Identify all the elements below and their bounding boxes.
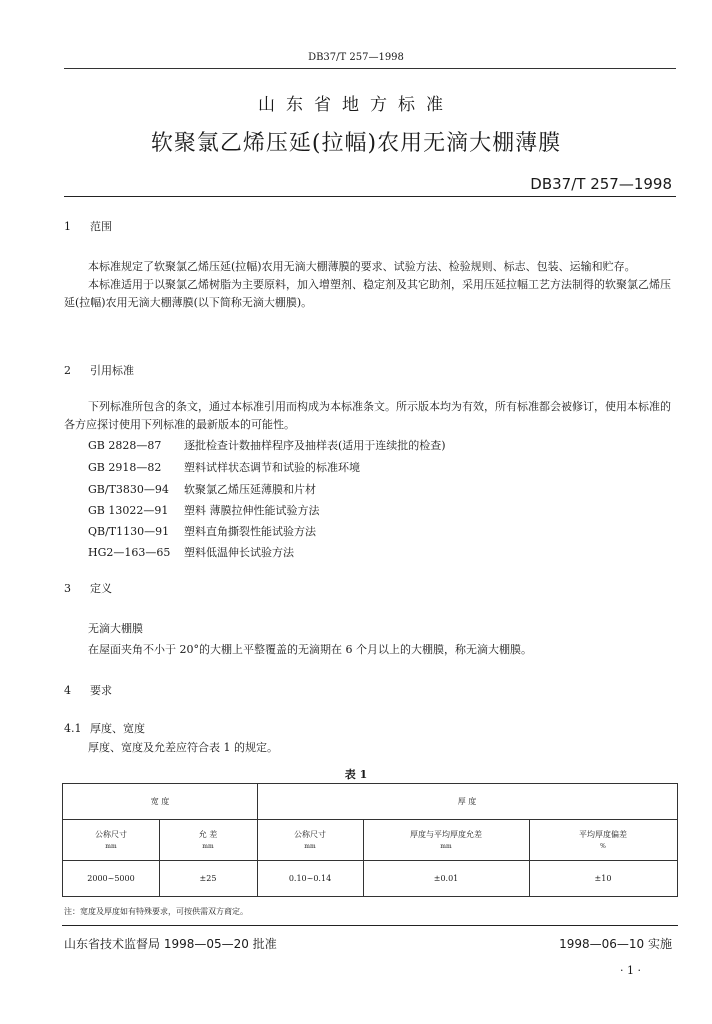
header-rule — [64, 68, 676, 69]
reference-code: GB/T3830—94 — [88, 483, 169, 496]
definition-text: 在屋面夹角不小于 20°的大棚上平整覆盖的无滴期在 6 个月以上的大棚膜，称无滴大棚膜。 — [88, 643, 532, 656]
section-number: 4.1 — [64, 722, 82, 735]
section-number: 4 — [64, 684, 71, 697]
page-number: · 1 · — [620, 964, 641, 977]
header-label: 公称尺寸 — [294, 830, 326, 839]
table-note: 注：宽度及厚度如有特殊要求，可按供需双方商定。 — [64, 907, 248, 916]
header-unit: % — [600, 843, 606, 850]
table-cell: 2000~5000 — [87, 873, 135, 883]
title-rule — [64, 196, 676, 197]
table-group-width: 宽 度 — [150, 797, 170, 806]
scope-text — [64, 258, 676, 312]
section-title: 范围 — [90, 220, 112, 233]
reference-code: HG2—163—65 — [88, 546, 171, 559]
table-title: 表 1 — [344, 768, 368, 781]
table-group-thickness: 厚 度 — [457, 797, 477, 806]
section-number: 3 — [64, 582, 71, 595]
standard-title: 软聚氯乙烯压延(拉幅)农用无滴大棚薄膜 — [150, 131, 562, 156]
section-title: 定义 — [90, 582, 112, 595]
header-code: DB37/T 257—1998 — [308, 52, 404, 63]
scope-paragraph-1: 本标准规定了软聚氯乙烯压延(拉幅)农用无滴大棚薄膜的要求、试验方法、检验规则、标志、包装、运输和贮存。 — [88, 260, 636, 273]
reference-code: GB 13022—91 — [88, 504, 169, 517]
requirement-text: 厚度、宽度及允差应符合表 1 的规定。 — [88, 741, 278, 754]
reference-code: QB/T1130—91 — [88, 525, 170, 538]
section-4-1-heading — [64, 720, 145, 736]
standard-number: DB37/T 257—1998 — [530, 175, 672, 193]
table-cell: ±25 — [199, 873, 217, 883]
section-4-heading — [64, 682, 112, 698]
header-unit: mm — [304, 843, 316, 850]
reference-title: 塑料直角撕裂性能试验方法 — [184, 525, 316, 538]
table-cell: ±10 — [594, 873, 612, 883]
section-number: 2 — [64, 364, 71, 377]
table-header — [529, 819, 677, 860]
reference-title: 逐批检查计数抽样程序及抽样表(适用于连续批的检查) — [184, 439, 446, 452]
table-header — [257, 819, 363, 860]
table-header — [159, 819, 257, 860]
reference-item — [88, 481, 316, 497]
section-1-heading — [64, 218, 112, 234]
table-cell: 0.10~0.14 — [288, 873, 332, 883]
reference-title: 软聚氯乙烯压延薄膜和片材 — [184, 483, 316, 496]
standard-org: 山东省地方标准 — [258, 95, 454, 115]
reference-title: 塑料 薄膜拉伸性能试验方法 — [184, 504, 320, 517]
reference-item — [88, 523, 316, 539]
footer-rule — [62, 925, 678, 926]
reference-item — [88, 437, 446, 453]
reference-code: GB 2828—87 — [88, 439, 162, 452]
section-3-heading — [64, 580, 112, 596]
references-intro-text: 下列标准所包含的条文，通过本标准引用而构成为本标准条文。所示版本均为有效，所有标准都会被修订，使用本标准的各方应探讨使用下列标准的最新版本的可能性。 — [64, 400, 671, 431]
reference-item — [88, 459, 360, 475]
table-cell: ±0.01 — [433, 873, 459, 883]
reference-code: GB 2918—82 — [88, 461, 162, 474]
header-unit: mm — [202, 843, 214, 850]
header-label: 公称尺寸 — [95, 830, 127, 839]
approval-line: 山东省技术监督局 1998—05—20 批准 — [64, 937, 277, 951]
header-unit: mm — [105, 843, 117, 850]
effective-date: 1998—06—10 实施 — [559, 937, 672, 951]
reference-item — [88, 544, 294, 560]
header-label: 平均厚度偏差 — [579, 830, 627, 839]
table-header — [363, 819, 529, 860]
header-label: 允 差 — [198, 830, 218, 839]
section-title: 要求 — [90, 684, 112, 697]
references-intro — [64, 398, 676, 434]
reference-item — [88, 502, 320, 518]
scope-paragraph-2: 本标准适用于以聚氯乙烯树脂为主要原料，加入增塑剂、稳定剂及其它助剂，采用压延拉幅工艺方法制得的软聚氯乙烯压延(拉幅)农用无滴大棚薄膜(以下简称无滴大棚膜)。 — [64, 278, 671, 309]
reference-title: 塑料低温伸长试验方法 — [184, 546, 294, 559]
section-title: 引用标准 — [90, 364, 134, 377]
thickness-width-table — [62, 783, 678, 897]
header-label: 厚度与平均厚度允差 — [410, 830, 482, 839]
section-title: 厚度、宽度 — [90, 722, 145, 735]
definition-term: 无滴大棚膜 — [88, 622, 143, 635]
table-header — [63, 819, 159, 860]
header-unit: mm — [440, 843, 452, 850]
section-number: 1 — [64, 220, 71, 233]
section-2-heading — [64, 362, 134, 378]
reference-title: 塑料试样状态调节和试验的标准环境 — [184, 461, 360, 474]
